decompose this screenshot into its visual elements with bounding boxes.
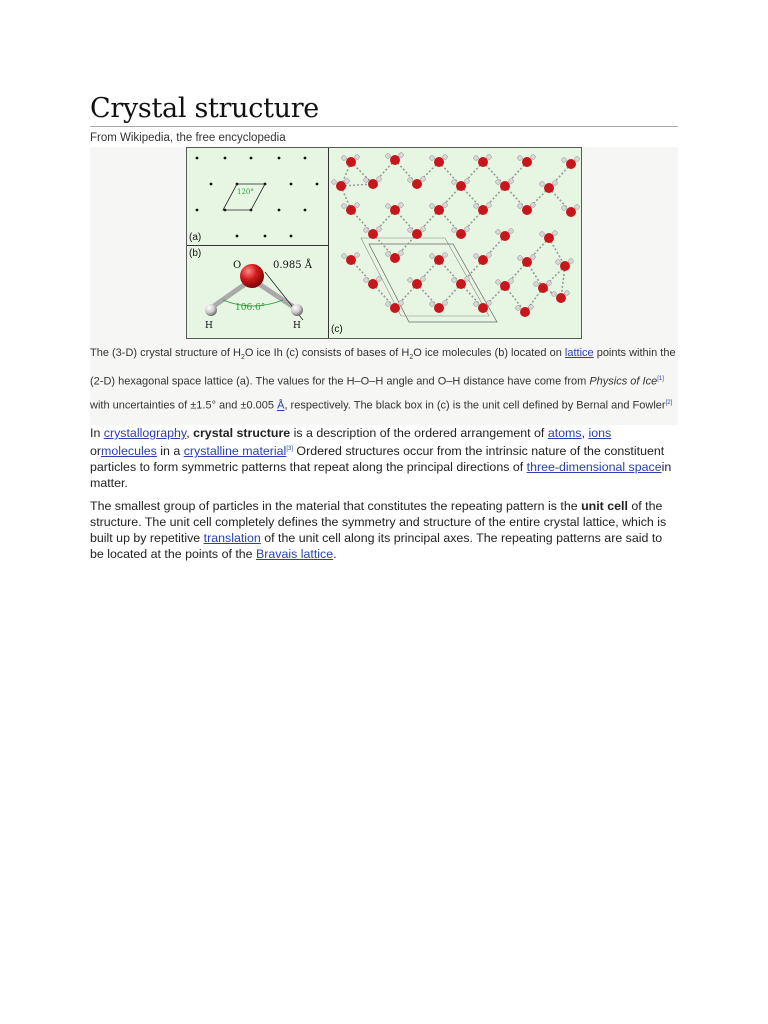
hydrogen-atom <box>556 260 561 265</box>
hydrogen-atom <box>399 251 404 256</box>
oxygen-atom <box>500 181 510 191</box>
oxygen-atom <box>478 303 488 313</box>
oxygen-atom <box>434 157 444 167</box>
hydrogen-atom <box>518 204 523 209</box>
atom-label-o: O <box>233 260 242 271</box>
label-a: (a) <box>189 232 202 243</box>
hydrogen-atom <box>487 253 492 258</box>
hydrogen-atom <box>345 179 350 184</box>
angle-label-a: 120° <box>237 188 254 196</box>
oxygen-atom <box>544 183 554 193</box>
oxygen-atom <box>412 229 422 239</box>
hydrogen-atom <box>421 277 426 282</box>
hydrogen-atom <box>540 182 545 187</box>
hydrogen-atom <box>553 181 558 186</box>
hydrogen-atom <box>386 204 391 209</box>
hydrogen-atom <box>364 278 369 283</box>
hydrogen-atom <box>364 178 369 183</box>
hydrogen-atom <box>487 203 492 208</box>
hydrogen-atom <box>332 180 337 185</box>
hydrogen-atom <box>496 230 501 235</box>
oxygen-atom <box>434 255 444 265</box>
link-crystallography[interactable]: crystallography <box>103 426 187 440</box>
hydrogen-atom <box>575 205 580 210</box>
hydrogen-atom <box>386 302 391 307</box>
hydrogen-atom <box>509 229 514 234</box>
hydrogen-atom <box>452 228 457 233</box>
hydrogen-atom <box>509 279 514 284</box>
oxygen-atom <box>478 157 488 167</box>
tagline: From Wikipedia, the free encyclopedia <box>90 132 286 144</box>
hydrogen-atom <box>421 227 426 232</box>
article-body <box>90 425 678 562</box>
oxygen-atom <box>368 279 378 289</box>
atom-label-h: H <box>205 321 213 331</box>
hydrogen-atom <box>474 254 479 259</box>
link-molecules[interactable]: molecules <box>101 444 157 459</box>
molecule-diagram <box>187 246 329 338</box>
oxygen-atom <box>478 255 488 265</box>
oxygen-atom <box>556 293 566 303</box>
hydrogen-atom <box>531 155 536 160</box>
oxygen-atom <box>456 181 466 191</box>
hydrogen-atom <box>377 277 382 282</box>
hydrogen-atom <box>443 203 448 208</box>
hydrogen-atom <box>342 156 347 161</box>
hydrogen-atom <box>408 278 413 283</box>
oxygen-atom <box>434 205 444 215</box>
link-crystalline-material[interactable]: crystalline material <box>183 444 287 459</box>
oxygen-atom <box>390 205 400 215</box>
hydrogen-atom <box>421 177 426 182</box>
hydrogen-atom <box>291 304 303 316</box>
oxygen-atom <box>478 205 488 215</box>
hydrogen-atom <box>531 255 536 260</box>
oxygen-atom <box>522 257 532 267</box>
hydrogen-atom <box>569 259 574 264</box>
paragraph: In crystallography, crystal structure is a description of the ordered arrangement of atoms, ions ormolecules in a crystalline material[3] Ordered structures occur from the intrinsic nature of the constituent particles to form symmetric patterns that repeat along the principal directions of three-dimensional spacein matter. <box>90 426 672 491</box>
page-title: Crystal structure <box>90 93 319 124</box>
oxygen-atom <box>346 205 356 215</box>
hydrogen-atom <box>408 228 413 233</box>
oxygen-atom <box>346 157 356 167</box>
hydrogen-atom <box>399 203 404 208</box>
hydrogen-atom <box>399 153 404 158</box>
hydrogen-atom <box>496 180 501 185</box>
oxygen-atom <box>456 279 466 289</box>
hydrogen-atom <box>487 301 492 306</box>
hydrogen-atom <box>355 203 360 208</box>
lattice-diagram <box>187 148 329 246</box>
hydrogen-atom <box>465 227 470 232</box>
panel-ice-structure <box>329 148 581 338</box>
hydrogen-atom <box>518 256 523 261</box>
hydrogen-atom <box>430 254 435 259</box>
hydrogen-atom <box>516 306 521 311</box>
hydrogen-atom <box>565 291 570 296</box>
hydrogen-atom <box>443 301 448 306</box>
hydrogen-atom <box>443 253 448 258</box>
oxygen-atom <box>500 281 510 291</box>
panel-lattice <box>187 148 329 246</box>
hydrogen-atom <box>355 155 360 160</box>
oxygen-atom <box>456 229 466 239</box>
bond-length-label: 0.985 Å <box>273 260 313 271</box>
hydrogen-atom <box>430 302 435 307</box>
oxygen-atom <box>412 179 422 189</box>
hydrogen-atom <box>534 282 539 287</box>
hydrogen-atom <box>408 178 413 183</box>
oxygen-atom <box>566 207 576 217</box>
hydrogen-atom <box>474 156 479 161</box>
atom-label-h: H <box>293 321 301 331</box>
hydrogen-atom <box>205 304 217 316</box>
oxygen-atom <box>368 229 378 239</box>
link-angstrom[interactable]: Å <box>277 399 285 412</box>
oxygen-atom <box>346 255 356 265</box>
hydrogen-atom <box>553 231 558 236</box>
label-b: (b) <box>189 248 202 259</box>
paragraph: The smallest group of particles in the material that constitutes the repeating pattern is the unit cell of the structure. The unit cell completely defines the symmetry and structure of the entire crystal lattice, which is built up by repetitive translation of the unit cell along its principal axes. The repeating patterns are said to be located at the points of the Bravais lattice. <box>90 499 667 562</box>
link-bravais-lattice[interactable]: Bravais lattice <box>256 547 334 562</box>
hydrogen-atom <box>552 292 557 297</box>
link-ions[interactable]: ions <box>588 426 612 440</box>
hydrogen-atom <box>430 156 435 161</box>
ice-structure-diagram <box>329 148 581 338</box>
title-divider <box>90 126 678 127</box>
hydrogen-atom <box>452 278 457 283</box>
hydrogen-atom <box>443 155 448 160</box>
hydrogen-atom <box>342 254 347 259</box>
panel-molecule <box>187 246 329 338</box>
hydrogen-atom <box>562 158 567 163</box>
hydrogen-atom <box>531 203 536 208</box>
hydrogen-atom <box>465 179 470 184</box>
ref-link[interactable]: [1] <box>657 375 664 382</box>
hydrogen-atom <box>465 277 470 282</box>
hydrogen-atom <box>562 206 567 211</box>
oxygen-atom <box>560 261 570 271</box>
bond-angle-label: 106.6° <box>235 303 266 313</box>
hydrogen-atom <box>386 252 391 257</box>
oxygen-atom <box>390 303 400 313</box>
hydrogen-atom <box>386 154 391 159</box>
oxygen-atom <box>368 179 378 189</box>
oxygen-atom <box>412 279 422 289</box>
hydrogen-atom <box>452 180 457 185</box>
hydrogen-atom <box>474 302 479 307</box>
oxygen-atom <box>538 283 548 293</box>
oxygen-atom <box>522 205 532 215</box>
hydrogen-atom <box>509 179 514 184</box>
hydrogen-atom <box>430 204 435 209</box>
hydrogen-atom <box>487 155 492 160</box>
link-atoms[interactable]: atoms <box>547 426 582 440</box>
link-lattice[interactable]: lattice <box>564 347 594 359</box>
hydrogen-atom <box>377 227 382 232</box>
hydrogen-atom <box>575 157 580 162</box>
crystal-figure[interactable] <box>186 147 582 339</box>
hydrogen-atom <box>496 280 501 285</box>
oxygen-atom <box>240 264 264 288</box>
link-translation[interactable]: translation <box>203 531 261 546</box>
hydrogen-atom <box>529 305 534 310</box>
oxygen-atom <box>522 157 532 167</box>
figure-thumbnail <box>90 147 678 425</box>
hydrogen-atom <box>377 177 382 182</box>
oxygen-atom <box>390 253 400 263</box>
oxygen-atom <box>500 231 510 241</box>
hydrogen-atom <box>474 204 479 209</box>
hydrogen-atom <box>518 156 523 161</box>
oxygen-atom <box>520 307 530 317</box>
hydrogen-atom <box>547 281 552 286</box>
oxygen-atom <box>566 159 576 169</box>
hydrogen-atom <box>355 253 360 258</box>
hydrogen-atom <box>342 204 347 209</box>
hydrogen-atom <box>399 301 404 306</box>
figure-caption: The (3-D) crystal structure of $H_2O$ ice Ih (c) consists of bases of $H_2O$ ice molecules (b) located on lattice points within the (2-D) hexagonal space lattice (a). The values for the H–O–H angle and O–H distance have come from Physics of Ice[1] with uncertainties of ±1.5° and ±0.005 Å, respectively. The black box in (c) is the unit cell defined by Bernal and Fowler[2] <box>90 347 676 412</box>
oxygen-atom <box>544 233 554 243</box>
label-c: (c) <box>331 324 343 335</box>
hydrogen-atom <box>364 228 369 233</box>
link-three-dimensional-space[interactable]: three-dimensional space <box>526 460 662 475</box>
ref-link[interactable]: [2] <box>665 399 673 406</box>
hydrogen-atom <box>540 232 545 237</box>
ref-link[interactable]: [3] <box>286 446 293 452</box>
oxygen-atom <box>434 303 444 313</box>
article <box>90 92 678 569</box>
oxygen-atom <box>336 181 346 191</box>
oxygen-atom <box>390 155 400 165</box>
